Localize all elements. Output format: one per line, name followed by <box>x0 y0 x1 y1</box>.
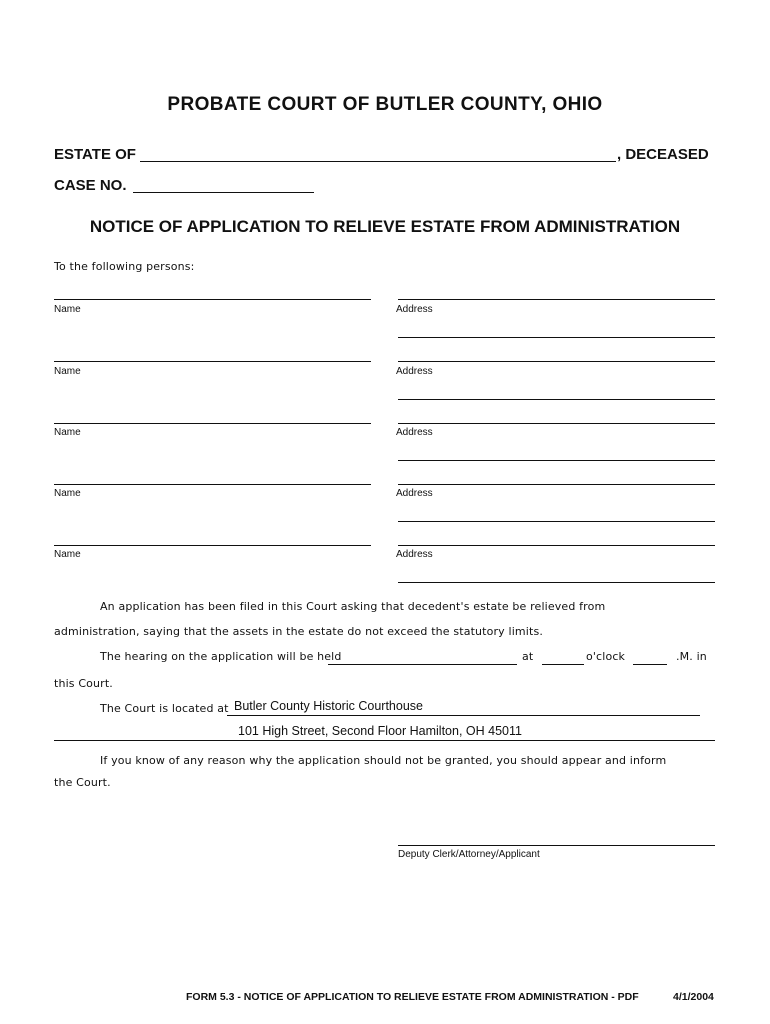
name-label: Name <box>54 549 81 560</box>
court-location-field-line2[interactable] <box>54 740 715 741</box>
am-pm-field[interactable] <box>633 664 667 665</box>
signature-label: Deputy Clerk/Attorney/Applicant <box>398 849 540 860</box>
address-field[interactable] <box>398 484 715 485</box>
estate-name-field[interactable] <box>140 161 616 162</box>
address-field[interactable] <box>398 423 715 424</box>
this-court-text: this Court. <box>54 677 113 690</box>
court-location-field[interactable] <box>227 715 700 716</box>
court-location-line1[interactable]: Butler County Historic Courthouse <box>234 699 423 713</box>
name-label: Name <box>54 488 81 499</box>
m-in-label: .M. in <box>676 650 707 663</box>
name-label: Name <box>54 427 81 438</box>
name-field[interactable] <box>54 299 371 300</box>
case-number-field[interactable] <box>133 192 314 193</box>
address-field-line2[interactable] <box>398 337 715 338</box>
address-field-line2[interactable] <box>398 399 715 400</box>
at-label: at <box>522 650 534 663</box>
court-title: PROBATE COURT OF BUTLER COUNTY, OHIO <box>167 94 603 115</box>
case-no-label: CASE NO. <box>54 177 127 194</box>
name-label: Name <box>54 304 81 315</box>
address-field[interactable] <box>398 299 715 300</box>
court-located-text: The Court is located at <box>100 702 229 715</box>
hearing-time-field[interactable] <box>542 664 584 665</box>
name-field[interactable] <box>54 484 371 485</box>
objection-paragraph-line1: If you know of any reason why the application should not be granted, you should appear and inform <box>100 754 667 767</box>
signature-field[interactable] <box>398 845 715 846</box>
form-footer-label: FORM 5.3 - NOTICE OF APPLICATION TO RELIEVE ESTATE FROM ADMINISTRATION - PDF <box>186 991 639 1003</box>
estate-of-label: ESTATE OF <box>54 146 136 163</box>
notice-title: NOTICE OF APPLICATION TO RELIEVE ESTATE FROM ADMINISTRATION <box>89 217 681 236</box>
address-field[interactable] <box>398 361 715 362</box>
address-label: Address <box>396 549 433 560</box>
application-paragraph-line1: An application has been filed in this Court asking that decedent's estate be relieved from <box>100 600 606 613</box>
oclock-label: o'clock <box>586 650 626 663</box>
application-paragraph-line2: administration, saying that the assets in the estate do not exceed the statutory limits. <box>54 625 543 638</box>
court-location-line2[interactable]: 101 High Street, Second Floor Hamilton, OH 45011 <box>238 724 522 738</box>
name-label: Name <box>54 366 81 377</box>
name-field[interactable] <box>54 545 371 546</box>
name-field[interactable] <box>54 361 371 362</box>
address-field[interactable] <box>398 545 715 546</box>
deceased-label: , DECEASED <box>617 146 709 163</box>
objection-paragraph-line2: the Court. <box>54 776 111 789</box>
address-label: Address <box>396 427 433 438</box>
name-field[interactable] <box>54 423 371 424</box>
address-field-line2[interactable] <box>398 460 715 461</box>
hearing-date-field[interactable] <box>328 664 517 665</box>
recipients-intro: To the following persons: <box>54 260 195 273</box>
address-field-line2[interactable] <box>398 582 715 583</box>
form-footer-date: 4/1/2004 <box>673 991 714 1003</box>
hearing-text: The hearing on the application will be held <box>100 650 342 663</box>
address-label: Address <box>396 304 433 315</box>
address-label: Address <box>396 366 433 377</box>
address-field-line2[interactable] <box>398 521 715 522</box>
address-label: Address <box>396 488 433 499</box>
